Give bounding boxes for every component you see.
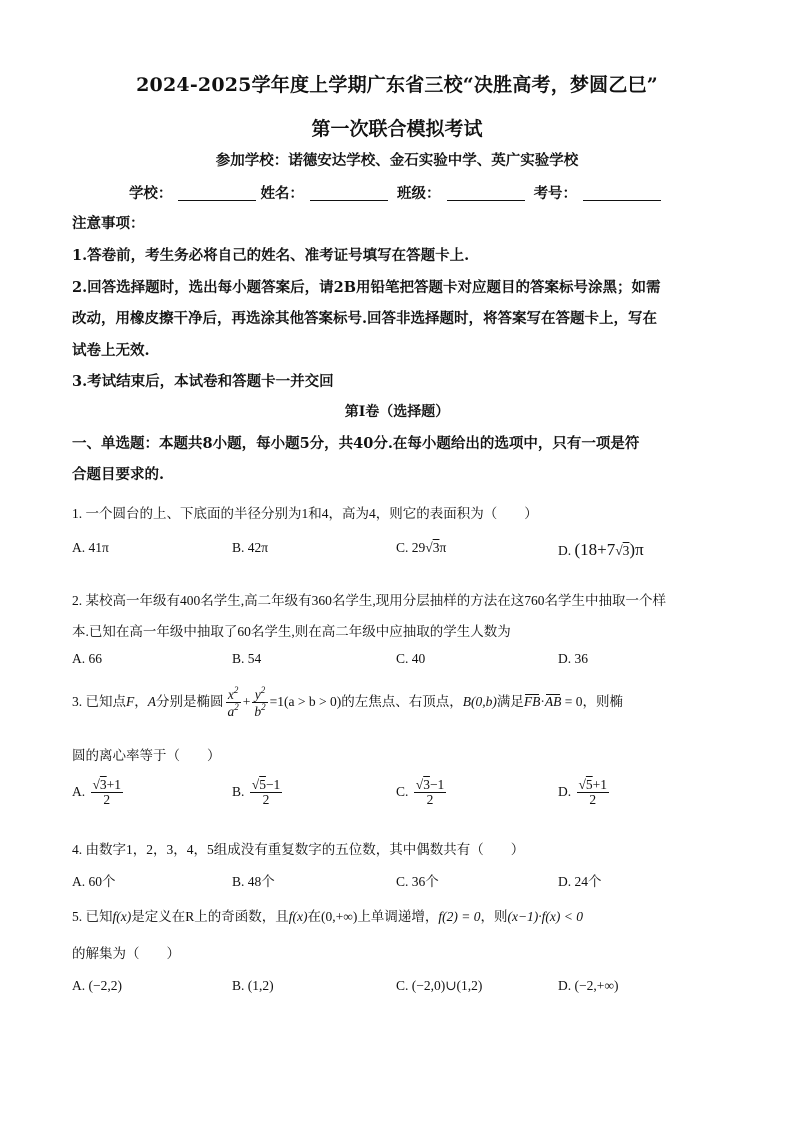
q3-ellipse-y-term: $\frac{y^2}{b^2}$ [254, 685, 266, 720]
q3-c-frac: $\frac{√3-1}{2}$ [415, 777, 445, 808]
notice-item-2-line2: 改动，用橡皮擦干净后，再选涂其他答案标号.回答非选择题时，将答案写在答题卡上，写在 [72, 310, 658, 327]
section-title: 第Ⅰ卷（选择题） [344, 404, 450, 420]
q3-b-rad: 5 [259, 777, 266, 792]
q3-b-label: B. [232, 783, 245, 799]
question-4-options [72, 870, 732, 894]
q3-a-rad: 3 [99, 777, 107, 792]
section-instruction-line2: 合题目要求的. [72, 466, 165, 483]
q1-option-b[interactable]: B. 42π [232, 540, 269, 555]
q3-eq-rest: =1(a > b > 0) [269, 693, 342, 709]
q3-x: x [227, 687, 234, 702]
q5-fx-1: f(x) [112, 909, 132, 924]
q5-fx-2: f(x) [288, 909, 308, 924]
section-instruction-line1: 一、单选题：本题共8小题，每小题5分，共40分.在每小题给出的选项中，只有一项是符 [72, 435, 640, 452]
q2-option-b[interactable]: B. 54 [232, 651, 262, 666]
exam-title-line2: 第一次联合模拟考试 [311, 118, 483, 140]
q1-d-tail: )π [629, 540, 644, 559]
notice-heading: 注意事项： [72, 215, 145, 232]
q3-point-b: B(0,b) [462, 693, 497, 709]
q3-mid3: 满足 [496, 693, 524, 709]
q5-f2: f(2) = 0 [438, 909, 481, 924]
number-field-label: 考号： [533, 185, 578, 202]
q5-option-b[interactable]: B. (1,2) [232, 978, 274, 993]
q1-option-a[interactable]: A. 41π [72, 540, 109, 555]
q5-option-c[interactable]: C. (−2,0)∪(1,2) [396, 978, 483, 993]
participating-schools: 参加学校：诺德安达学校、金石实验中学、英广实验学校 [215, 152, 579, 169]
q3-pre: 3. 已知点 [72, 693, 126, 709]
q4-option-a[interactable]: A. 60个 [72, 874, 116, 889]
q3-b-frac: $\frac{√5-1}{2}$ [251, 777, 281, 808]
notice-item-2-line3: 试卷上无效. [72, 342, 150, 359]
class-blank [447, 186, 525, 201]
q5-part-a: 5. 已知 [72, 909, 113, 924]
q4-option-c[interactable]: C. 36个 [396, 874, 439, 889]
name-blank [310, 186, 388, 201]
q5-option-d[interactable]: D. (−2,+∞) [558, 978, 619, 993]
q3-d-frac: $\frac{√5+1}{2}$ [578, 777, 608, 808]
q5-part-d: 上单调递增， [357, 909, 439, 924]
q2-option-a[interactable]: A. 66 [72, 651, 102, 666]
q5-part-c: 在 [307, 909, 321, 924]
question-2-options [72, 651, 732, 675]
q3-option-d[interactable] [558, 778, 611, 807]
q1-c-pi: π [439, 540, 447, 555]
q3-tail: ，则椭 [582, 693, 623, 709]
q3-c-label: C. [396, 783, 409, 799]
question-5-stem-line2: 的解集为（ ） [72, 946, 180, 961]
name-field-label: 姓名： [260, 185, 304, 202]
q2-option-c[interactable]: C. 40 [396, 651, 426, 666]
q3-option-b[interactable] [232, 778, 284, 807]
q3-c-rad: 3 [423, 777, 430, 792]
school-field-label: 学校： [128, 185, 173, 202]
q1-d-expr: (18+7 [574, 540, 616, 559]
q3-b: b [254, 704, 262, 720]
q1-d-radicand: 3 [622, 543, 630, 558]
class-field-label: 班级： [397, 185, 441, 202]
notice-item-1: 1.答卷前，考生务必将自己的姓名、准考证号填写在答题卡上. [72, 247, 470, 264]
q3-option-c[interactable] [396, 778, 448, 807]
q5-option-a[interactable]: A. (−2,2) [72, 978, 122, 993]
question-2-stem-line1: 2. 某校高一年级有400名学生,高二年级有360名学生,现用分层抽样的方法在这760名学生中抽取一个样 [72, 593, 666, 608]
question-5-options [72, 978, 732, 1002]
q3-option-a[interactable] [72, 778, 125, 807]
q1-c-coef: C. 29 [396, 540, 426, 555]
question-3-stem-line2: 圆的离心率等于（ ） [72, 748, 221, 763]
notice-item-2-line1: 2.回答选择题时，选出每小题答案后，请2B用铅笔把答题卡对应题目的答案标号涂黑；如需 [72, 279, 661, 296]
q3-y: y [254, 687, 261, 702]
q3-point-f: F [126, 693, 135, 709]
q3-b-tail: −1 [265, 777, 281, 792]
question-2-stem-line2: 本.已知在高一年级中抽取了60名学生,则在高二年级中应抽取的学生人数为 [72, 624, 511, 639]
q3-a-label: A. [72, 783, 86, 799]
q3-c-tail: −1 [429, 777, 445, 792]
question-3-options [72, 778, 732, 822]
exam-title-line1: 2024-2025学年度上学期广东省三校“决胜高考，梦圆乙巳” [136, 74, 658, 96]
q3-d-den: 2 [589, 792, 597, 808]
q1-option-d[interactable]: D. (18+7√3)π [558, 540, 644, 559]
question-1-options [72, 540, 732, 564]
q3-a-tail: +1 [106, 777, 122, 792]
q4-option-b[interactable]: B. 48个 [232, 874, 275, 889]
q1-option-c[interactable]: C. 29√3π [396, 540, 447, 555]
q3-d-label: D. [558, 783, 572, 799]
q5-part-e: ，则 [480, 909, 508, 924]
question-1-stem: 1. 一个圆台的上、下底面的半径分别为1和4，高为4，则它的表面积为（ ） [72, 506, 538, 521]
q1-c-radicand: 3 [432, 540, 440, 555]
question-5-stem-line1 [72, 905, 732, 925]
q5-inequality: (x−1)·f(x) < 0 [507, 909, 584, 924]
q3-a: a [227, 704, 235, 720]
q3-ellipse-x-term: $\frac{x^2}{a^2}$ [227, 685, 239, 720]
q2-option-d[interactable]: D. 36 [558, 651, 588, 666]
school-blank [178, 186, 256, 201]
number-blank [583, 186, 661, 201]
q1-d-label: D. [558, 543, 572, 558]
q3-d-tail: +1 [592, 777, 608, 792]
q3-c-den: 2 [426, 792, 434, 808]
q3-vector-fb: FB [523, 693, 541, 709]
q3-mid2: 的左焦点、右顶点， [341, 693, 463, 709]
q5-interval: (0,+∞) [320, 909, 358, 924]
notice-item-3: 3.考试结束后，本试卷和答题卡一并交回 [72, 373, 334, 390]
question-3-stem-line1: 3. 已知点F，A分别是椭圆 $\frac{x^2}{a^2}$ + $\frac{y^2}{b^2}$ =1(a > b > 0)的左焦点、右顶点，B(0,b)满足FB·AB = 0，则椭 [72, 685, 623, 720]
q5-part-b: 是定义在R上的奇函数，且 [131, 909, 289, 924]
q3-dot-zero: = 0 [564, 693, 583, 709]
q3-vector-ab: AB [544, 693, 562, 709]
q3-d-rad: 5 [585, 777, 593, 792]
q3-point-a: A [147, 693, 156, 709]
student-info-row [0, 182, 794, 203]
q3-mid1: 分别是椭圆 [156, 693, 224, 709]
q3-b-den: 2 [262, 792, 270, 808]
q3-a-frac: $\frac{√3+1}{2}$ [92, 777, 122, 808]
q4-option-d[interactable]: D. 24个 [558, 874, 602, 889]
q3-a-den: 2 [103, 792, 111, 808]
question-4-stem: 4. 由数字1，2，3，4，5组成没有重复数字的五位数，其中偶数共有（ ） [72, 842, 525, 857]
